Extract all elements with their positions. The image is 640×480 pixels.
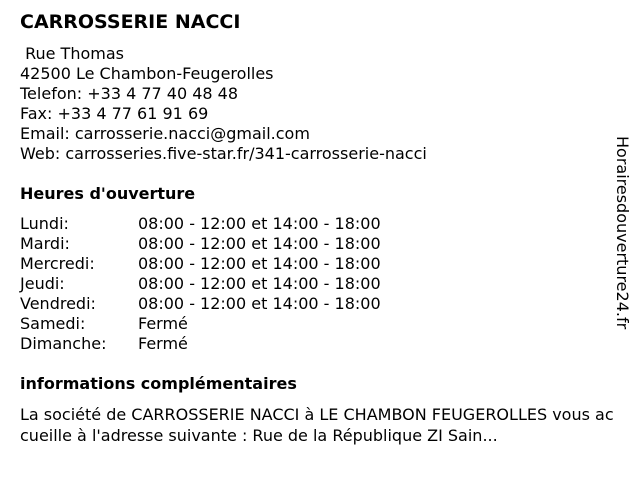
hours-day: Mercredi: xyxy=(20,254,95,273)
hours-time: 08:00 - 12:00 et 14:00 - 18:00 xyxy=(138,274,381,293)
street-address: Rue Thomas xyxy=(20,44,124,63)
hours-day: Dimanche: xyxy=(20,334,107,353)
contact-block xyxy=(20,44,427,164)
hours-time: 08:00 - 12:00 et 14:00 - 18:00 xyxy=(138,294,381,313)
hours-day: Samedi: xyxy=(20,314,86,333)
email-line: Email: carrosserie.nacci@gmail.com xyxy=(20,124,310,143)
hours-row-dimanche xyxy=(20,334,440,354)
hours-day: Vendredi: xyxy=(20,294,96,313)
telefon-line: Telefon: +33 4 77 40 48 48 xyxy=(20,84,239,103)
city-address: 42500 Le Chambon-Feugerolles xyxy=(20,64,274,83)
hours-time: 08:00 - 12:00 et 14:00 - 18:00 xyxy=(138,234,381,253)
hours-row-vendredi xyxy=(20,294,440,314)
hours-row-samedi xyxy=(20,314,440,334)
hours-time: 08:00 - 12:00 et 14:00 - 18:00 xyxy=(138,254,381,273)
side-brand-text: Horairesdouverture24.fr xyxy=(613,136,632,330)
hours-day: Lundi: xyxy=(20,214,69,233)
hours-row-lundi xyxy=(20,214,440,234)
info-heading: informations complémentaires xyxy=(20,374,297,393)
hours-time: Fermé xyxy=(138,314,188,333)
hours-table xyxy=(20,214,440,354)
hours-day: Mardi: xyxy=(20,234,70,253)
hours-time: 08:00 - 12:00 et 14:00 - 18:00 xyxy=(138,214,381,233)
hours-row-mardi xyxy=(20,234,440,254)
company-name: CARROSSERIE NACCI xyxy=(20,11,241,33)
fax-line: Fax: +33 4 77 61 91 69 xyxy=(20,104,209,123)
info-description: La société de CARROSSERIE NACCI à LE CHAMBON FEUGEROLLES vous accueille à l'adresse suivante : Rue de la République ZI Sain... xyxy=(20,405,614,445)
hours-time: Fermé xyxy=(138,334,188,353)
web-line: Web: carrosseries.five-star.fr/341-carrosserie-nacci xyxy=(20,144,427,163)
hours-day: Jeudi: xyxy=(20,274,65,293)
hours-row-mercredi xyxy=(20,254,440,274)
hours-heading: Heures d'ouverture xyxy=(20,184,196,203)
hours-row-jeudi xyxy=(20,274,440,294)
